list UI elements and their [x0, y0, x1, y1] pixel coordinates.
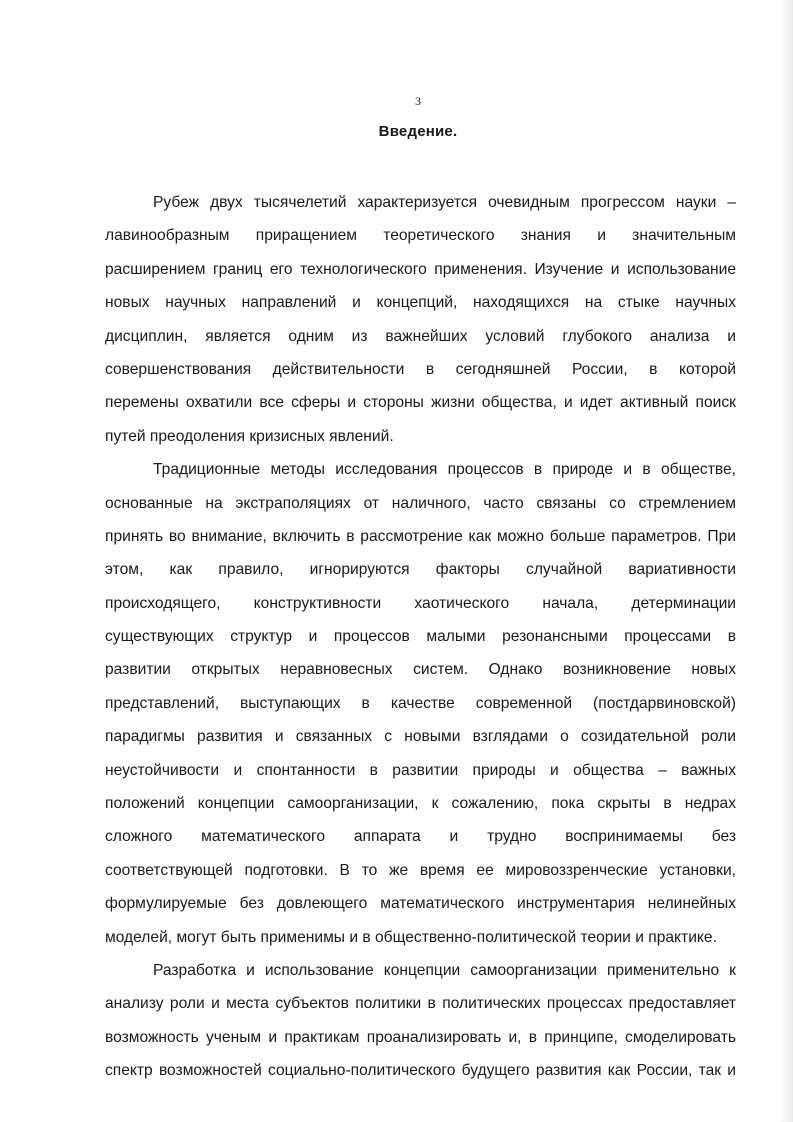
text-line: происходящего, конструктивности хаотического начала, детерминации: [105, 594, 736, 612]
text-line: путей преодоления кризисных явлений.: [105, 427, 394, 445]
text-line: соответствующей подготовки. В то же время ее мировоззренческие установки,: [105, 861, 736, 879]
text-line: Традиционные методы исследования процессов в природе и в обществе,: [153, 461, 736, 479]
page-number: 3: [415, 94, 421, 108]
text-line: существующих структур и процессов малыми резонансными процессами в: [105, 628, 736, 646]
text-line: перемены охватили все сферы и стороны жизни общества, и идет активный поиск: [105, 394, 736, 412]
text-line: новых научных направлений и концепций, находящихся на стыке научных: [105, 294, 736, 312]
text-line: возможность ученым и практикам проанализировать и, в принципе, смоделировать: [105, 1028, 736, 1046]
text-line: Рубеж двух тысячелетий характеризуется очевидным прогрессом науки –: [153, 194, 736, 211]
text-line: основанные на экстраполяциях от наличного, часто связаны со стремлением: [105, 494, 736, 512]
scan-edge-shadow: [779, 0, 793, 1122]
text-line: дисциплин, является одним из важнейших условий глубокого анализа и: [105, 327, 736, 345]
text-line: принять во внимание, включить в рассмотрение как можно больше параметров. При: [105, 527, 736, 545]
text-line: формулируемые без довлеющего математического инструментария нелинейных: [105, 895, 736, 913]
text-line: совершенствования действительности в сегодняшней России, в которой: [105, 360, 736, 378]
text-line: сложного математического аппарата и трудно воспринимаемы без: [105, 828, 736, 846]
body-text: [105, 186, 736, 1088]
text-line: парадигмы развития и связанных с новыми взглядами о созидательной роли: [105, 728, 736, 746]
text-line: расширением границ его технологического применения. Изучение и использование: [105, 260, 736, 278]
paragraph-3: [105, 954, 736, 1088]
text-line: лавинообразным приращением теоретического знания и значительным: [105, 227, 736, 245]
paragraph-1: [105, 186, 736, 453]
text-line: развитии открытых неравновесных систем. Однако возникновение новых: [105, 661, 736, 679]
text-line: этом, как правило, игнорируются факторы случайной вариативности: [105, 561, 736, 579]
text-line: спектр возможностей социально-политического будущего развития как России, так и: [105, 1062, 736, 1080]
text-line: положений концепции самоорганизации, к сожалению, пока скрыты в недрах: [105, 795, 736, 813]
text-line: представлений, выступающих в качестве современной (постдарвиновской): [105, 694, 736, 712]
text-line: анализу роли и места субъектов политики в политических процессах предоставляет: [105, 995, 736, 1013]
text-line: неустойчивости и спонтанности в развитии природы и общества – важных: [105, 761, 736, 779]
text-line: моделей, могут быть применимы и в общественно-политической теории и практике.: [105, 928, 717, 946]
text-line: Разработка и использование концепции самоорганизации применительно к: [153, 961, 736, 979]
paragraph-2: [105, 453, 736, 954]
section-title: Введение.: [378, 123, 458, 140]
